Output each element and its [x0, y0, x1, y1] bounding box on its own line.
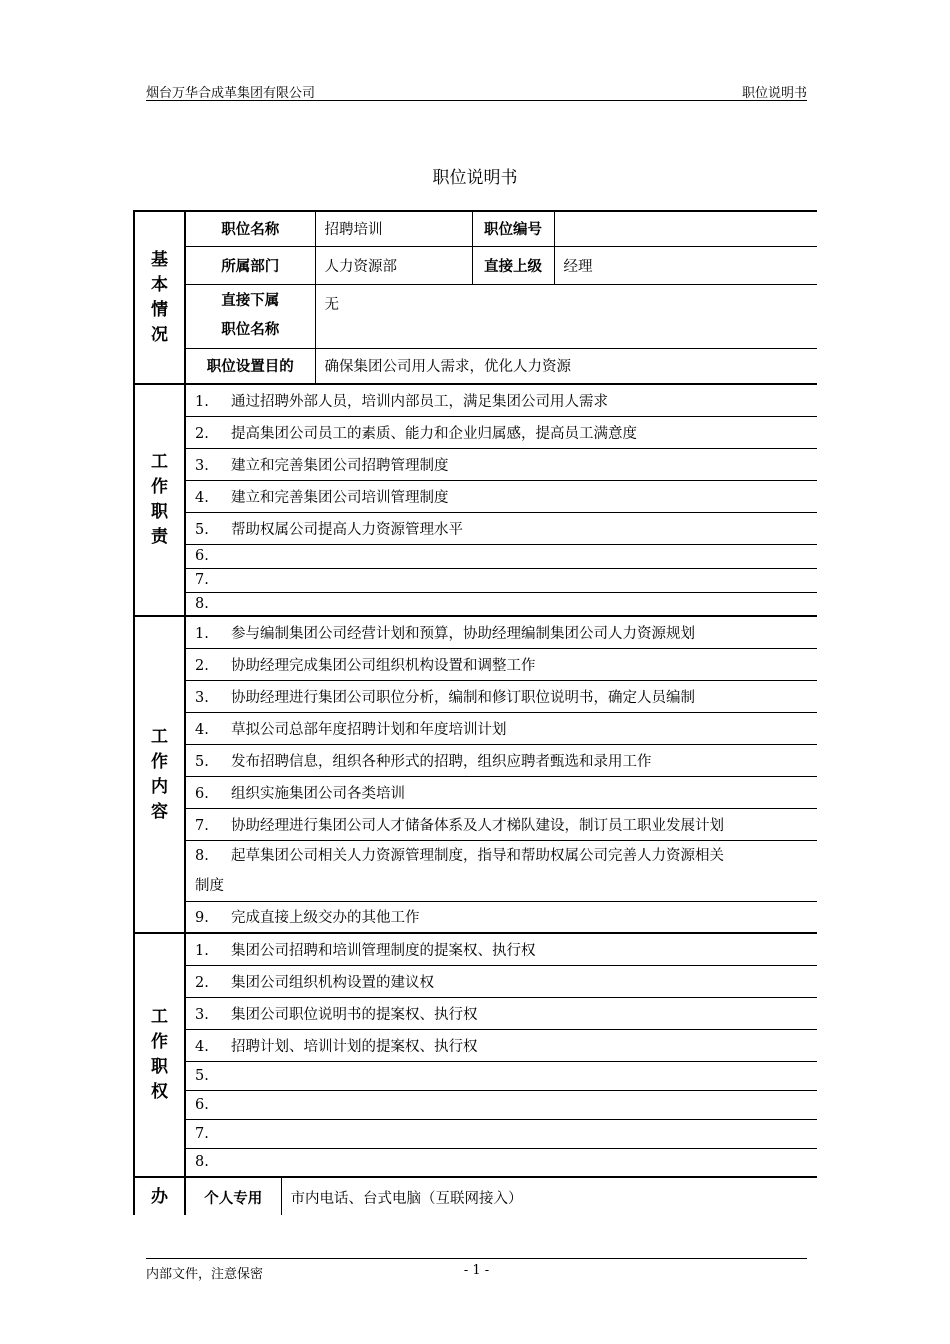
duty-item: 3. 建立和完善集团公司招聘管理制度	[185, 448, 817, 480]
content-item: 4. 草拟公司总部年度招聘计划和年度培训计划	[185, 712, 817, 744]
authority-item: 3. 集团公司职位说明书的提案权、执行权	[185, 997, 817, 1029]
duty-item: 8.	[185, 592, 817, 616]
confidential-note: 内部文件，注意保密	[146, 1267, 264, 1282]
authority-item: 4. 招聘计划、培训计划的提案权、执行权	[185, 1029, 817, 1061]
job-description-table	[133, 210, 817, 1215]
section-office: 办	[134, 1177, 185, 1215]
doc-type: 职位说明书	[741, 86, 807, 101]
content-item: 2. 协助经理完成集团公司组织机构设置和调整工作	[185, 648, 817, 680]
company-name: 烟台万华合成革集团有限公司	[146, 86, 316, 101]
content-item: 5. 发布招聘信息，组织各种形式的招聘，组织应聘者甄选和录用工作	[185, 744, 817, 776]
duty-item: 5. 帮助权属公司提高人力资源管理水平	[185, 512, 817, 544]
page-header	[146, 82, 807, 101]
section-authority: 工 作 职 权	[134, 933, 185, 1177]
position-name-label: 职位名称	[185, 211, 315, 246]
office-personal-label: 个人专用	[185, 1177, 281, 1215]
authority-item: 5.	[185, 1061, 817, 1090]
content-item: 7. 协助经理进行集团公司人才储备体系及人才梯队建设，制订员工职业发展计划	[185, 808, 817, 840]
position-code-value	[554, 211, 817, 246]
content-item: 8. 起草集团公司相关人力资源管理制度，指导和帮助权属公司完善人力资源相关 制度	[185, 840, 817, 901]
department-value: 人力资源部	[315, 246, 472, 284]
job-description-table-wrap	[133, 210, 817, 1215]
page-title: 职位说明书	[432, 168, 518, 188]
position-name-value: 招聘培训	[315, 211, 472, 246]
superior-label: 直接上级	[472, 246, 554, 284]
duty-item: 7.	[185, 568, 817, 592]
duty-item: 1. 通过招聘外部人员，培训内部员工，满足集团公司用人需求	[185, 384, 817, 416]
authority-item: 6.	[185, 1090, 817, 1119]
office-personal-value: 市内电话、台式电脑（互联网接入）	[281, 1177, 817, 1215]
department-label: 所属部门	[185, 246, 315, 284]
section-content: 工 作 内 容	[134, 616, 185, 933]
duty-item: 6.	[185, 544, 817, 568]
authority-item: 7.	[185, 1119, 817, 1148]
page-footer	[146, 1258, 807, 1282]
position-code-label: 职位编号	[472, 211, 554, 246]
subordinate-value: 无	[315, 284, 817, 348]
duty-item: 2. 提高集团公司员工的素质、能力和企业归属感，提高员工满意度	[185, 416, 817, 448]
duty-item: 4. 建立和完善集团公司培训管理制度	[185, 480, 817, 512]
purpose-label: 职位设置目的	[185, 348, 315, 384]
content-item: 1. 参与编制集团公司经营计划和预算，协助经理编制集团公司人力资源规划	[185, 616, 817, 648]
authority-item: 1. 集团公司招聘和培训管理制度的提案权、执行权	[185, 933, 817, 965]
authority-item: 2. 集团公司组织机构设置的建议权	[185, 965, 817, 997]
content-item: 3. 协助经理进行集团公司职位分析，编制和修订职位说明书，确定人员编制	[185, 680, 817, 712]
content-item: 9. 完成直接上级交办的其他工作	[185, 901, 817, 933]
purpose-value: 确保集团公司用人需求，优化人力资源	[315, 348, 817, 384]
section-basic: 基 本 情 况	[134, 211, 185, 384]
section-duties: 工 作 职 责	[134, 384, 185, 616]
authority-item: 8.	[185, 1148, 817, 1177]
superior-value: 经理	[554, 246, 817, 284]
page-number: - 1 -	[463, 1263, 490, 1278]
subordinate-label: 直接下属 职位名称	[185, 284, 315, 348]
content-item: 6. 组织实施集团公司各类培训	[185, 776, 817, 808]
